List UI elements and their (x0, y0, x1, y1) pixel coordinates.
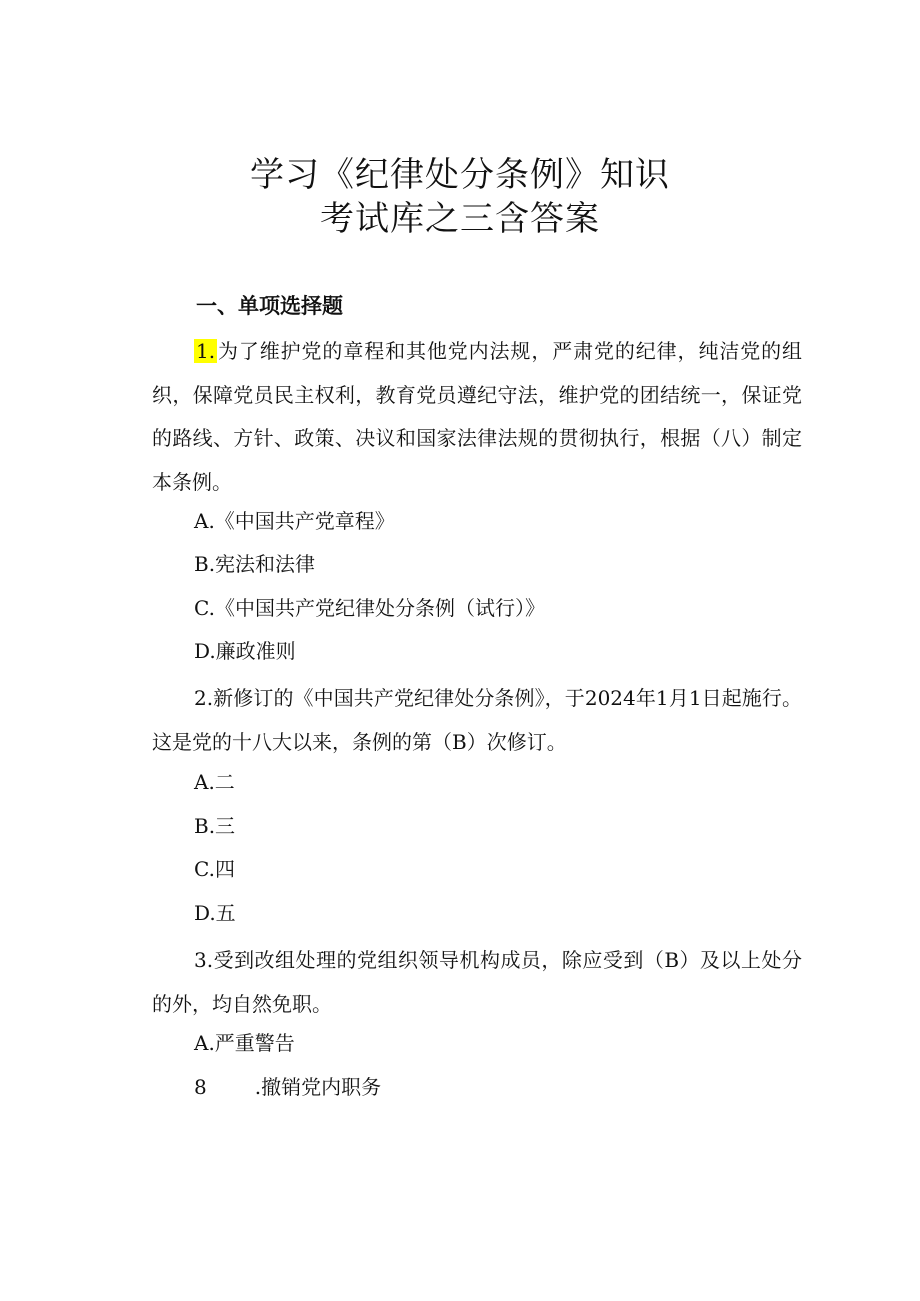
question-1 (152, 330, 802, 504)
question-3 (152, 939, 802, 1026)
question-3-option-b-number: 8 (194, 1075, 207, 1099)
question-1-option-c: C.《中国共产党纪律处分条例（试行）》 (194, 596, 545, 620)
document-title-line-1: 学习《纪律处分条例》知识 (250, 155, 670, 195)
question-1-option-d: D.廉政准则 (194, 639, 296, 663)
question-2-option-b: B.三 (194, 814, 236, 838)
question-2-number: 2 (194, 686, 207, 710)
question-1-number: 1. (196, 339, 216, 363)
question-1-option-b: B.宪法和法律 (194, 552, 316, 576)
question-3-number: 3 (194, 948, 207, 972)
question-2-option-a: A.二 (194, 770, 235, 794)
question-2-option-c: C.四 (194, 857, 235, 881)
question-3-text: .受到改组处理的党组织领导机构成员，除应受到（B）及以上处分的外，均自然免职。 (152, 948, 802, 1016)
section-heading: 一、单项选择题 (196, 294, 343, 318)
question-2 (152, 677, 802, 764)
question-1-text: 为了维护党的章程和其他党内法规，严肃党的纪律，纯洁党的组织，保障党员民主权利，教育党员遵纪守法，维护党的团结统一，保证党的路线、方针、政策、决议和国家法律法规的贯彻执行，根据（八）制定本条例。 (152, 339, 802, 494)
question-3-option-b-text: .撤销党内职务 (254, 1075, 382, 1099)
question-1-option-a: A.《中国共产党章程》 (194, 509, 395, 533)
question-2-option-d: D.五 (194, 901, 236, 925)
question-2-text: .新修订的《中国共产党纪律处分条例》，于2024年1月1日起施行。这是党的十八大以来，条例的第（B）次修订。 (152, 686, 802, 754)
question-3-option-b (194, 1069, 381, 1105)
question-3-option-a: A.严重警告 (194, 1031, 295, 1055)
document-title-line-2: 考试库之三含答案 (320, 199, 600, 239)
